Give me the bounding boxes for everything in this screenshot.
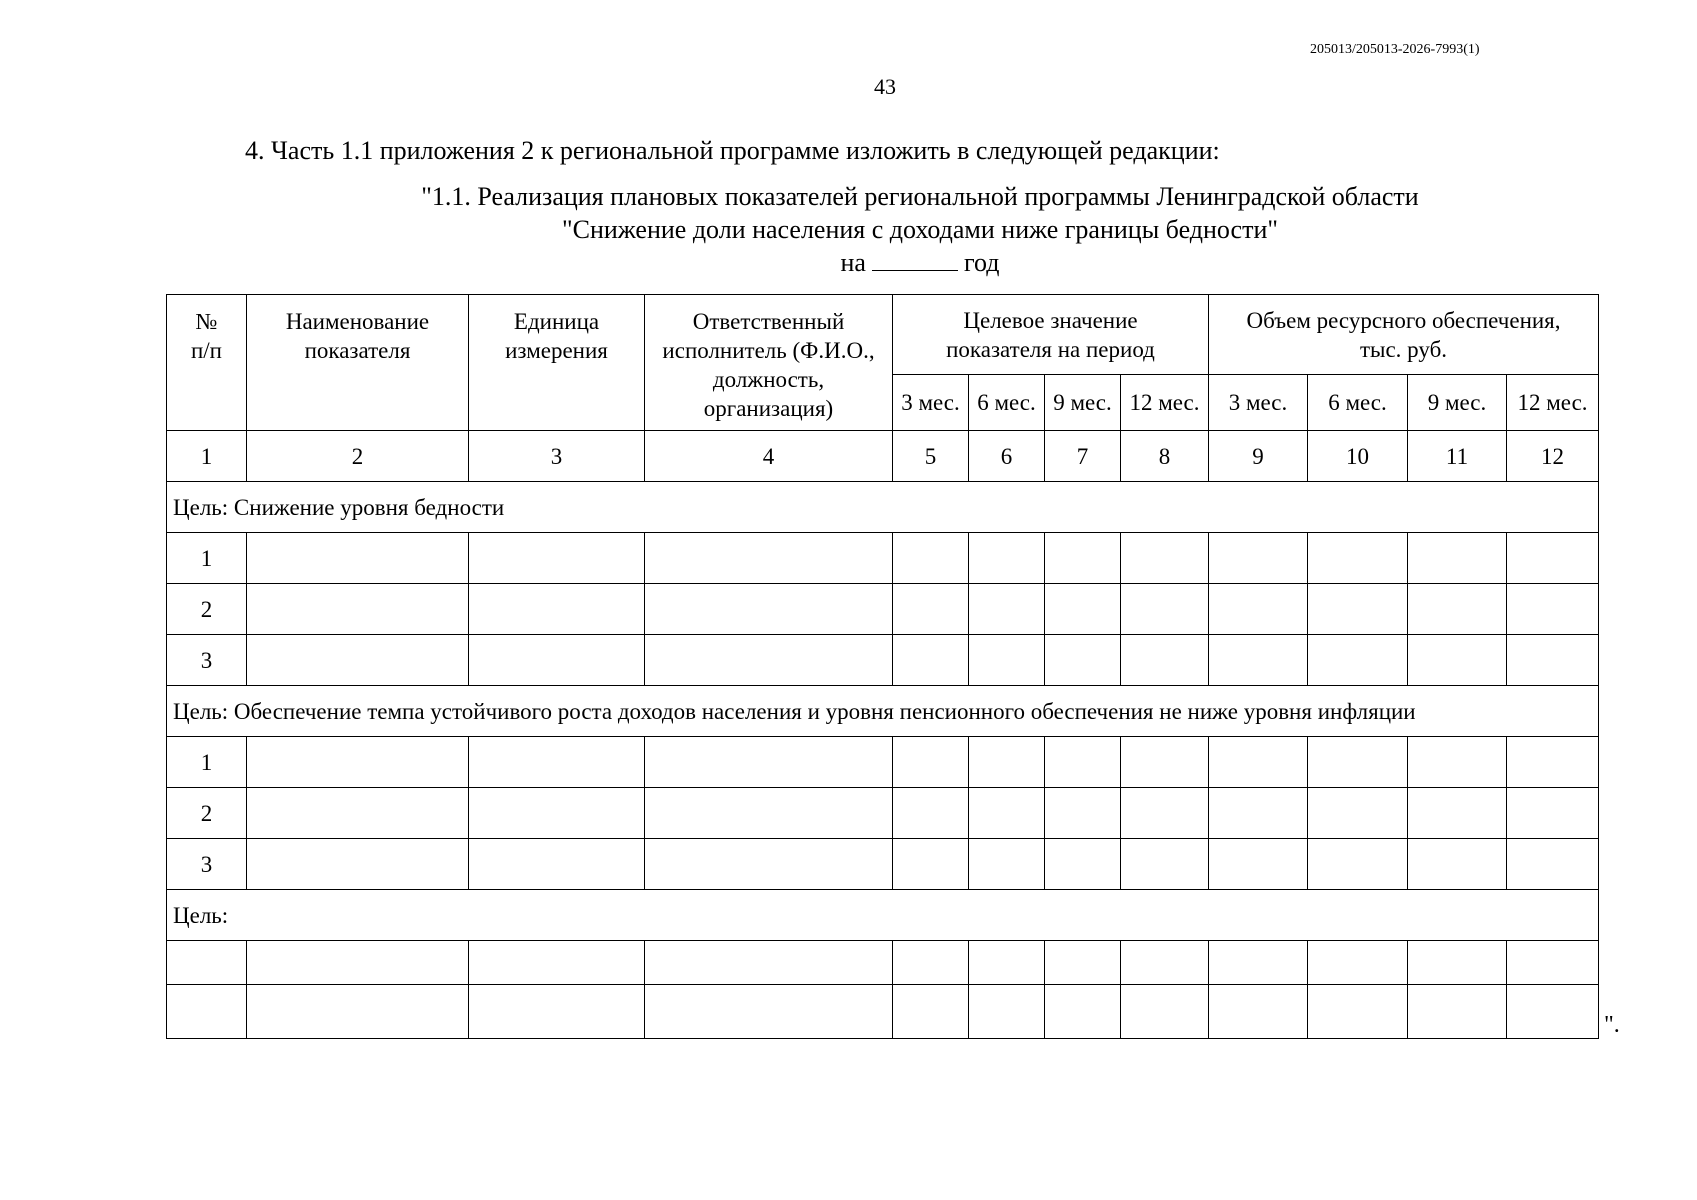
table-cell bbox=[1408, 737, 1507, 788]
target-period-12: 12 мес. bbox=[1121, 375, 1209, 431]
row-number: 2 bbox=[167, 788, 247, 839]
table-cell bbox=[1209, 737, 1308, 788]
table-cell bbox=[645, 533, 893, 584]
table-row bbox=[167, 985, 1599, 1039]
target-period-9: 9 мес. bbox=[1045, 375, 1121, 431]
table-cell bbox=[469, 985, 645, 1039]
table-cell bbox=[893, 635, 969, 686]
table-cell bbox=[469, 737, 645, 788]
table-cell bbox=[1121, 788, 1209, 839]
table-cell bbox=[469, 533, 645, 584]
column-number: 9 bbox=[1209, 431, 1308, 482]
table-cell bbox=[1209, 635, 1308, 686]
table-cell bbox=[247, 533, 469, 584]
table-cell bbox=[1121, 941, 1209, 985]
table-cell bbox=[1507, 533, 1599, 584]
column-number: 2 bbox=[247, 431, 469, 482]
goal-label: Цель: Обеспечение темпа устойчивого роста доходов населения и уровня пенсионного обеспечения не ниже уровня инфляции bbox=[167, 686, 1599, 737]
table-cell bbox=[1121, 635, 1209, 686]
table-cell bbox=[1121, 839, 1209, 890]
table-cell bbox=[247, 985, 469, 1039]
row-number bbox=[167, 985, 247, 1039]
goal-row bbox=[167, 890, 1599, 941]
table-cell bbox=[1209, 985, 1308, 1039]
row-number bbox=[167, 941, 247, 985]
year-suffix: год bbox=[963, 248, 1000, 277]
table-cell bbox=[247, 737, 469, 788]
table-cell bbox=[1045, 788, 1121, 839]
table-cell bbox=[1045, 737, 1121, 788]
target-period-6: 6 мес. bbox=[969, 375, 1045, 431]
table-cell bbox=[645, 584, 893, 635]
column-number: 3 bbox=[469, 431, 645, 482]
column-number: 7 bbox=[1045, 431, 1121, 482]
table-cell bbox=[247, 584, 469, 635]
year-blank bbox=[872, 248, 958, 271]
table-cell bbox=[1045, 533, 1121, 584]
table-cell bbox=[1408, 584, 1507, 635]
table-row bbox=[167, 839, 1599, 890]
resource-period-12: 12 мес. bbox=[1507, 375, 1599, 431]
closing-quote: ". bbox=[1604, 1012, 1620, 1038]
column-number: 10 bbox=[1308, 431, 1408, 482]
table-cell bbox=[1209, 941, 1308, 985]
table-cell bbox=[1507, 941, 1599, 985]
table-cell bbox=[1209, 839, 1308, 890]
title-line-2: "Снижение доли населения с доходами ниже границы бедности" bbox=[562, 215, 1278, 244]
table-row bbox=[167, 584, 1599, 635]
table-cell bbox=[247, 839, 469, 890]
table-row bbox=[167, 788, 1599, 839]
table-cell bbox=[1121, 737, 1209, 788]
table-cell bbox=[1507, 839, 1599, 890]
table-cell bbox=[469, 941, 645, 985]
table-cell bbox=[969, 584, 1045, 635]
column-number: 8 bbox=[1121, 431, 1209, 482]
table-cell bbox=[1308, 839, 1408, 890]
resource-period-3: 3 мес. bbox=[1209, 375, 1308, 431]
table-cell bbox=[1308, 788, 1408, 839]
table-cell bbox=[893, 584, 969, 635]
table-cell bbox=[645, 788, 893, 839]
table-cell bbox=[645, 737, 893, 788]
table-cell bbox=[1507, 584, 1599, 635]
table-row bbox=[167, 737, 1599, 788]
table-cell bbox=[1408, 941, 1507, 985]
header-responsible bbox=[645, 295, 893, 431]
column-number: 11 bbox=[1408, 431, 1507, 482]
table-cell bbox=[1507, 737, 1599, 788]
column-number: 1 bbox=[167, 431, 247, 482]
goal-row bbox=[167, 482, 1599, 533]
document-code: 205013/205013-2026-7993(1) bbox=[1310, 42, 1480, 57]
row-number: 2 bbox=[167, 584, 247, 635]
table-cell bbox=[893, 985, 969, 1039]
table-cell bbox=[969, 788, 1045, 839]
title-line-1: "1.1. Реализация плановых показателей региональной программы Ленинградской области bbox=[421, 182, 1419, 211]
header-resource-line1: Объем ресурсного обеспечения, bbox=[1246, 307, 1561, 333]
header-indicator-name-line2: показателя bbox=[304, 338, 411, 363]
goal-label: Цель: bbox=[167, 890, 1599, 941]
instruction-paragraph: 4. Часть 1.1 приложения 2 к региональной программе изложить в следующей редакции: bbox=[245, 136, 1220, 165]
header-indicator-name-line1: Наименование bbox=[285, 309, 430, 334]
table-cell bbox=[469, 584, 645, 635]
target-period-3: 3 мес. bbox=[893, 375, 969, 431]
table-cell bbox=[1121, 533, 1209, 584]
column-number: 6 bbox=[969, 431, 1045, 482]
table-cell bbox=[969, 941, 1045, 985]
table-header bbox=[167, 295, 1599, 482]
table-cell bbox=[969, 985, 1045, 1039]
header-number-abbr: п/п bbox=[190, 338, 222, 363]
table-cell bbox=[1045, 635, 1121, 686]
year-line bbox=[340, 246, 1500, 279]
table-row bbox=[167, 941, 1599, 985]
table-cell bbox=[1045, 839, 1121, 890]
table-cell bbox=[645, 635, 893, 686]
header-target-line2: показателя на период bbox=[946, 336, 1155, 362]
goal-row bbox=[167, 686, 1599, 737]
column-number: 12 bbox=[1507, 431, 1599, 482]
table-cell bbox=[1408, 788, 1507, 839]
table-body bbox=[167, 482, 1599, 1039]
plan-indicators-table bbox=[166, 294, 1599, 1039]
table-row bbox=[167, 635, 1599, 686]
table-cell bbox=[1308, 584, 1408, 635]
table-cell bbox=[893, 737, 969, 788]
table-cell bbox=[645, 839, 893, 890]
table-cell bbox=[1308, 635, 1408, 686]
table-cell bbox=[1408, 839, 1507, 890]
table-cell bbox=[969, 635, 1045, 686]
table-cell bbox=[645, 985, 893, 1039]
column-number: 4 bbox=[645, 431, 893, 482]
header-resource-volume bbox=[1209, 295, 1599, 375]
year-prefix: на bbox=[840, 248, 866, 277]
column-number-row bbox=[167, 431, 1599, 482]
header-responsible-line4: организация) bbox=[703, 396, 834, 421]
table-cell bbox=[969, 839, 1045, 890]
row-number: 3 bbox=[167, 635, 247, 686]
table-cell bbox=[893, 839, 969, 890]
page-number: 43 bbox=[874, 74, 896, 99]
row-number: 1 bbox=[167, 533, 247, 584]
table-cell bbox=[1209, 584, 1308, 635]
header-target-value bbox=[893, 295, 1209, 375]
goal-label: Цель: Снижение уровня бедности bbox=[167, 482, 1599, 533]
table-cell bbox=[1045, 941, 1121, 985]
table-cell bbox=[1045, 985, 1121, 1039]
table-cell bbox=[893, 941, 969, 985]
table-cell bbox=[893, 533, 969, 584]
table-cell bbox=[1507, 635, 1599, 686]
row-number: 3 bbox=[167, 839, 247, 890]
table-cell bbox=[247, 788, 469, 839]
table-cell bbox=[1121, 985, 1209, 1039]
header-unit bbox=[469, 295, 645, 431]
table-cell bbox=[1045, 584, 1121, 635]
table-cell bbox=[1209, 788, 1308, 839]
header-responsible-line1: Ответственный bbox=[692, 309, 845, 334]
header-target-line1: Целевое значение bbox=[963, 307, 1138, 333]
table-cell bbox=[1209, 533, 1308, 584]
table-cell bbox=[1308, 533, 1408, 584]
header-number-symbol: № bbox=[195, 309, 218, 334]
resource-period-6: 6 мес. bbox=[1308, 375, 1408, 431]
table-title bbox=[340, 180, 1500, 279]
header-unit-line2: измерения bbox=[505, 338, 608, 363]
table-cell bbox=[1408, 533, 1507, 584]
table-row bbox=[167, 533, 1599, 584]
header-indicator-name bbox=[247, 295, 469, 431]
table-cell bbox=[1507, 788, 1599, 839]
row-number: 1 bbox=[167, 737, 247, 788]
table-cell bbox=[247, 941, 469, 985]
table-cell bbox=[1408, 985, 1507, 1039]
table-cell bbox=[1308, 737, 1408, 788]
table-cell bbox=[893, 788, 969, 839]
header-responsible-line3: должность, bbox=[712, 367, 825, 392]
table-cell bbox=[1121, 584, 1209, 635]
table-cell bbox=[1308, 941, 1408, 985]
table-cell bbox=[469, 788, 645, 839]
table-cell bbox=[969, 737, 1045, 788]
table-cell bbox=[1408, 635, 1507, 686]
table-cell bbox=[469, 635, 645, 686]
table-cell bbox=[1308, 985, 1408, 1039]
header-number bbox=[167, 295, 247, 431]
header-unit-line1: Единица bbox=[513, 309, 600, 334]
table-cell bbox=[469, 839, 645, 890]
table-cell bbox=[247, 635, 469, 686]
header-responsible-line2: исполнитель (Ф.И.О., bbox=[662, 338, 875, 363]
table-cell bbox=[969, 533, 1045, 584]
resource-period-9: 9 мес. bbox=[1408, 375, 1507, 431]
table-cell bbox=[645, 941, 893, 985]
column-number: 5 bbox=[893, 431, 969, 482]
header-resource-line2: тыс. руб. bbox=[1359, 336, 1448, 362]
table-cell bbox=[1507, 985, 1599, 1039]
